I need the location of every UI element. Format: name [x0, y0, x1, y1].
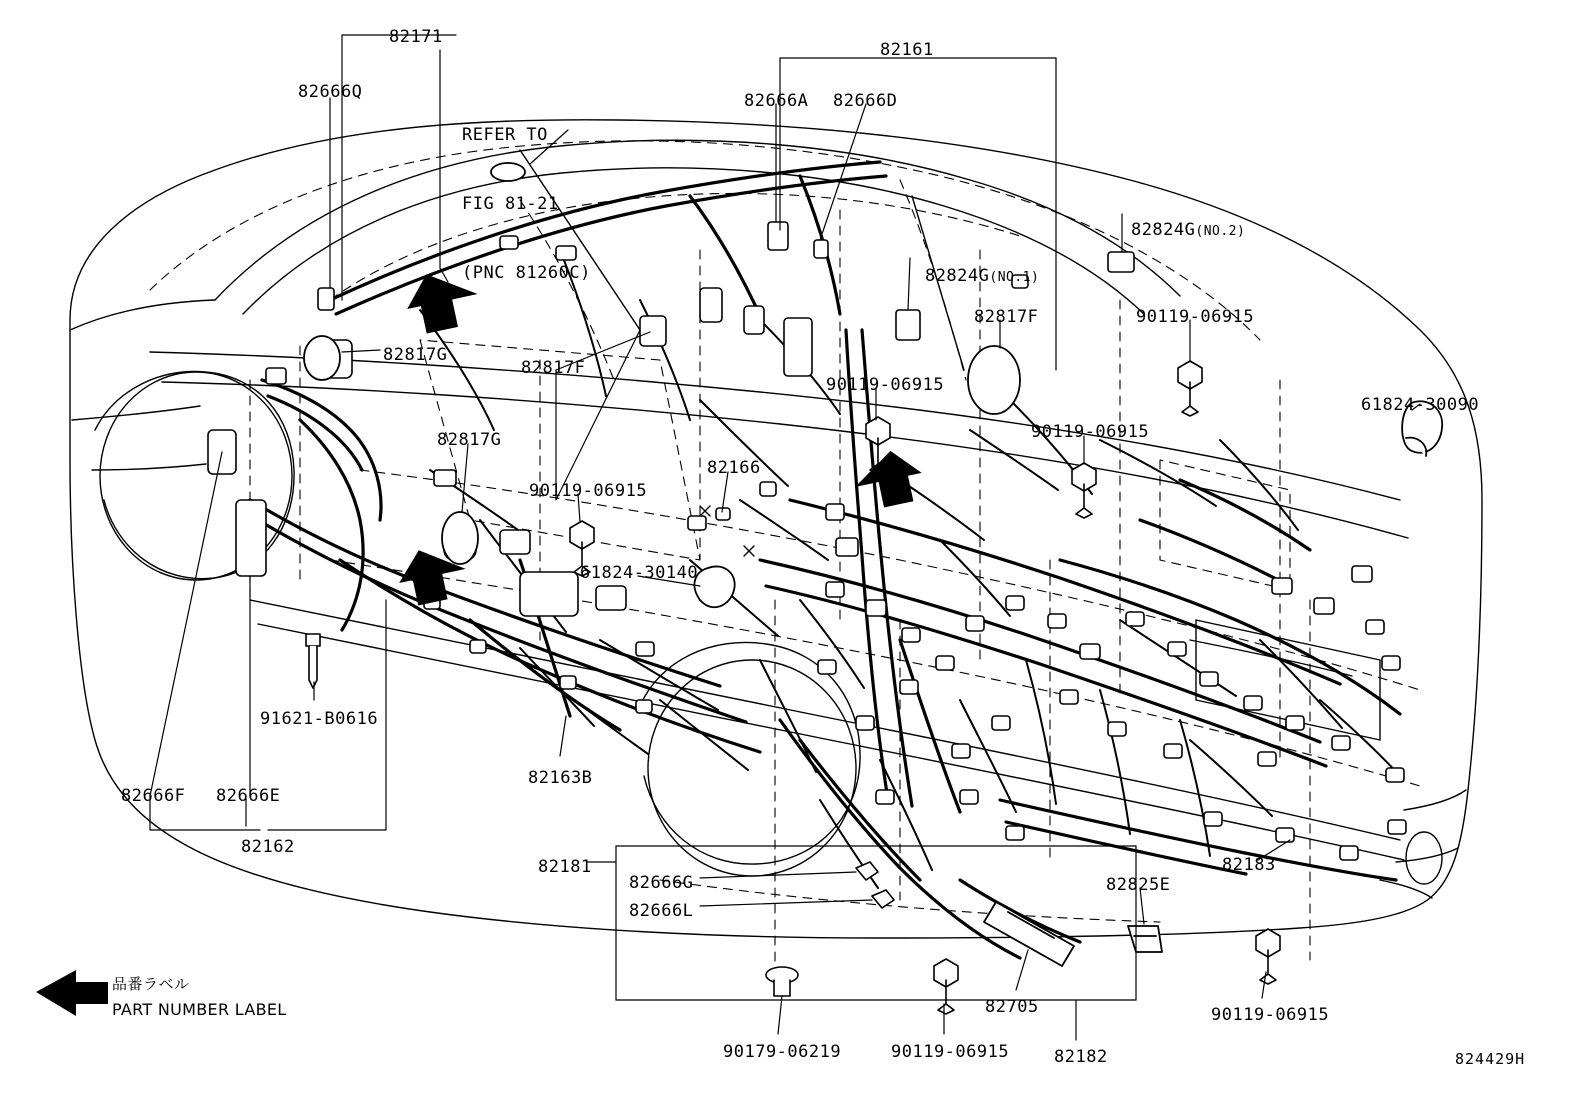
note-refer-line-1: REFER TO [462, 124, 548, 145]
note-refer-line-3: (PNC 81260C) [462, 262, 591, 283]
callout-82824G-no1-code: 82824G [924, 266, 990, 287]
callout-82817G-upper: 82817G [383, 345, 448, 365]
sheet-code: 824429H [1455, 1050, 1526, 1068]
callout-90119-06915-topright: 90119-06915 [1136, 307, 1255, 327]
callout-82824G-no2-suffix: (NO.2) [1195, 224, 1246, 240]
callout-90119-06915-left: 90119-06915 [529, 481, 648, 501]
callout-82666Q: 82666Q [298, 82, 363, 102]
callout-82825E: 82825E [1106, 875, 1171, 895]
callout-90119-06915-bottom: 90119-06915 [891, 1042, 1010, 1062]
callout-82666F: 82666F [121, 786, 186, 806]
callout-82824G-no2-code: 82824G [1130, 220, 1196, 241]
callout-82817F-right: 82817F [974, 307, 1039, 327]
callout-82705: 82705 [985, 997, 1039, 1017]
callout-90119-06915-bottomright: 90119-06915 [1211, 1005, 1330, 1025]
note-refer-to [462, 78, 591, 330]
callout-82183: 82183 [1222, 855, 1276, 875]
callout-90119-06915-midright: 90119-06915 [1031, 422, 1150, 442]
callout-90119-06915-center: 90119-06915 [826, 375, 945, 395]
callout-82161: 82161 [880, 40, 934, 60]
callout-82666D: 82666D [833, 91, 898, 111]
callout-82824G-no1 [882, 245, 1039, 309]
callout-82182: 82182 [1054, 1047, 1108, 1067]
callout-82824G-no1-suffix: (NO.1) [989, 270, 1040, 286]
callout-82817G-lower: 82817G [437, 430, 502, 450]
callout-82181: 82181 [538, 857, 592, 877]
callout-82666E: 82666E [216, 786, 281, 806]
callout-82666A: 82666A [744, 91, 809, 111]
callout-82824G-no2 [1088, 199, 1245, 263]
callout-82166: 82166 [707, 458, 761, 478]
callout-82171: 82171 [389, 27, 443, 47]
callout-82817F-mid: 82817F [521, 358, 586, 378]
note-refer-line-2: FIG 81-21 [462, 193, 559, 214]
callout-82162: 82162 [241, 837, 295, 857]
legend-label-jp: 品番ラベル [112, 975, 190, 993]
callout-90179-06219: 90179-06219 [723, 1042, 842, 1062]
callout-91621-B0616: 91621-B0616 [260, 709, 379, 729]
callout-82163B: 82163B [528, 768, 593, 788]
callout-82666L: 82666L [629, 901, 694, 921]
legend-label-en: PART NUMBER LABEL [112, 1000, 287, 1019]
callout-82666G: 82666G [629, 873, 694, 893]
callout-61824-30090: 61824-30090 [1361, 395, 1480, 415]
callout-61824-30140: 61824-30140 [580, 563, 699, 583]
